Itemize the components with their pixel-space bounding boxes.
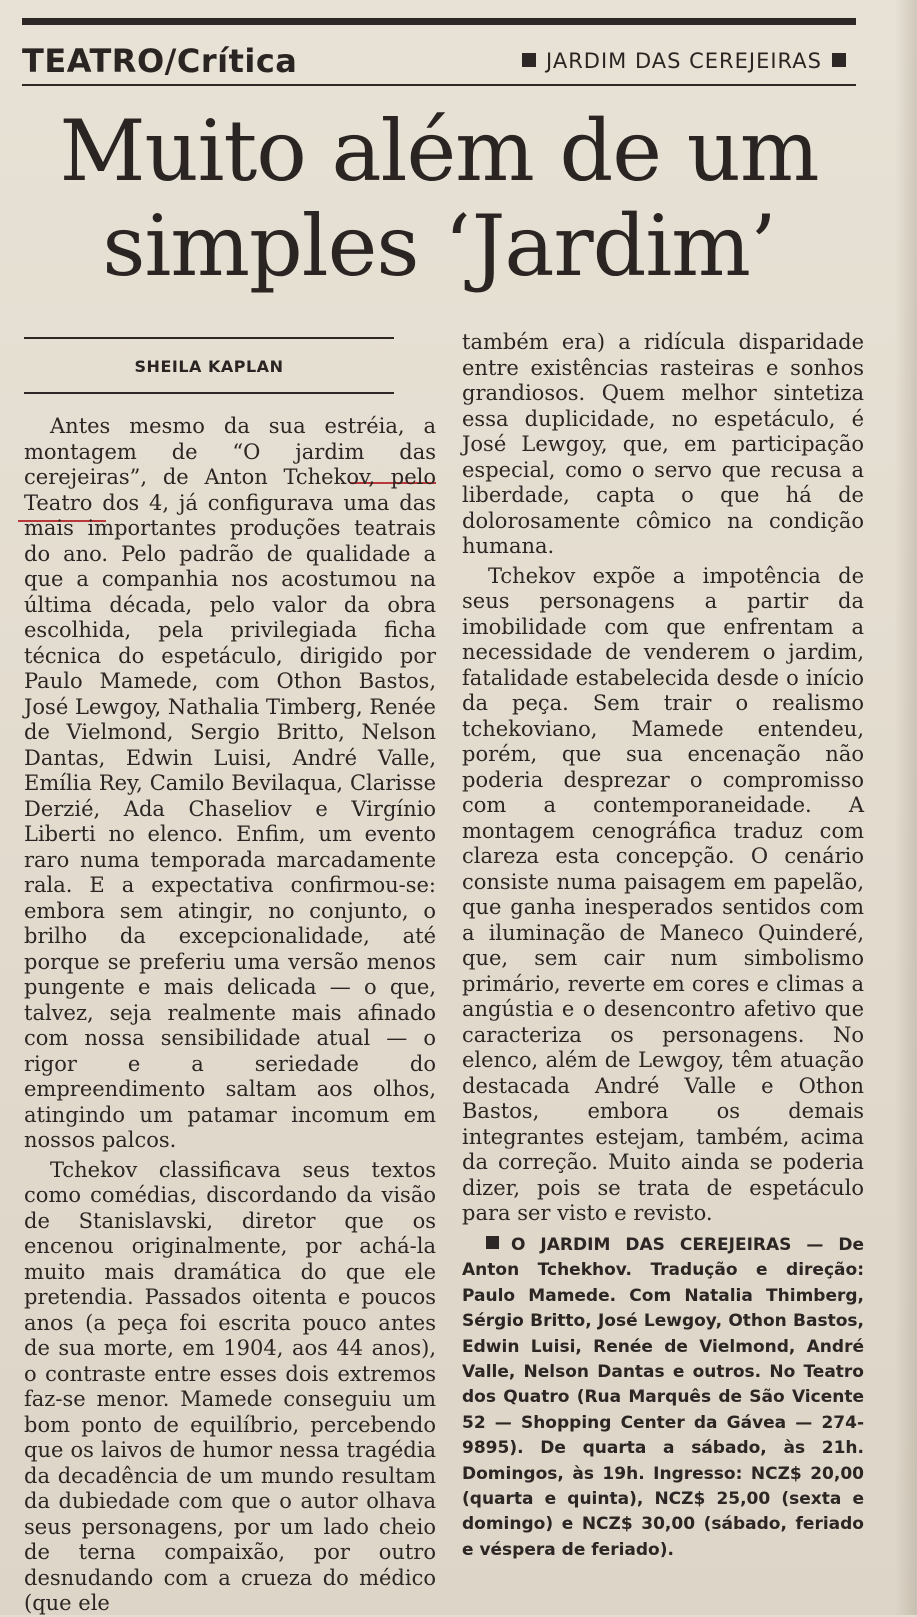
square-bullet-icon	[486, 1236, 499, 1249]
article-column-right	[462, 330, 864, 1227]
article-column-left	[24, 414, 436, 1617]
paragraph: Tchekov classificava seus textos como comédias, discordando da visão de Stanislavski, diretor que os encenou originalmente, por achá-la muito mais dramática do que ele pretendia. Passados oitenta e poucos anos (a peça foi escrita pouco antes de sua morte, em 1904, aos 44 anos), o contraste entre esses dois extremos faz-se menor. Mamede conseguiu um bom ponto de equilíbrio, percebendo que os laivos de humor nessa tragédia da decadência de um mundo resultam da dubiedade com que o autor olhava seus personagens, por um lado cheio de terna compaixão, por outro desnudando com a crueza do médico (que ele	[24, 1157, 436, 1615]
section-slug-text: JARDIM DAS CEREJEIRAS	[546, 49, 822, 73]
section-label-sub: Crítica	[176, 42, 298, 80]
paragraph: Antes mesmo da sua estréia, a montagem de “O jardim das cerejeiras”, de Anton Tchekov, pelo Teatro dos 4, já configurava uma das mais importantes produções teatrais do ano. Pelo padrão de qualidade a que a companhia nos acostumou na última década, pelo valor da obra escolhida, pela privilegiada ficha técnica do espetáculo, dirigido por Paulo Mamede, com Othon Bastos, José Lewgoy, Nathalia Timberg, Renée de Vielmond, Sergio Britto, Nelson Dantas, Edwin Luisi, André Valle, Emília Rey, Camilo Bevilaqua, Clarisse Derzié, Ada Chaseliov e Virgínio Liberti no elenco. Enfim, um evento raro numa temporada marcadamente rala. E a expectativa confirmou-se: embora sem atingir, no conjunto, o brilho da excepcionalidade, até porque se preferiu uma versão menos pungente e mais delicada — o que, talvez, seja realmente mais afinado com nossa sensibilidade atual — o rigor e a seriedade do empreendimento saltam aos olhos, atingindo um patamar incomum em nossos palcos.	[24, 414, 436, 1152]
headline-line-1: Muito além de um	[59, 102, 819, 200]
section-underline	[22, 84, 856, 86]
section-label-main: TEATRO	[22, 42, 165, 80]
byline: SHEILA KAPLAN	[134, 357, 284, 376]
production-info-text: O JARDIM DAS CEREJEIRAS — De Anton Tchekhov. Tradução e direção: Paulo Mamede. Com Natalia Thimberg, Sérgio Britto, José Lewgoy, Othon Bastos, Edwin Luisi, Renée de Vielmond, André Valle, Nelson Dantas e outros. No Teatro dos Quatro (Rua Marquês de São Vicente 52 — Shopping Center da Gávea — 274-9895). De quarta a sábado, às 21h. Domingos, às 19h. Ingresso: NCZ$ 20,00 (quarta e quinta), NCZ$ 25,00 (sexta e domingo) e NCZ$ 30,00 (sábado, feriado e véspera de feriado).	[462, 1235, 864, 1560]
section-label: TEATRO/Crítica	[22, 42, 298, 80]
section-header	[22, 40, 856, 82]
square-bullet-icon	[832, 53, 846, 67]
byline-rule-top	[24, 337, 394, 339]
production-info-box	[462, 1233, 864, 1563]
paragraph: Tchekov expõe a impotência de seus personagens a partir da imobilidade com que enfrentam a necessidade de venderem o jardim, fatalidade estabelecida desde o início da peça. Sem trair o realismo tchekoviano, Mamede entendeu, porém, que sua encenação não poderia desprezar o compromisso com a contemporaneidade. A montagem cenográfica traduz com clareza esta concepção. O cenário consiste numa paisagem em papelão, que ganha inesperados sentidos com a iluminação de Maneco Quinderé, que, sem cair num simbolismo primário, reverte em cores e climas a angústia e o desencontro afetivo que caracteriza os personagens. No elenco, além de Lewgoy, têm atuação destacada André Valle e Othon Bastos, embora os demais integrantes estejam, também, acima da correção. Muito ainda se poderia dizer, pois se trata de espetáculo para ser visto e revisto.	[462, 563, 864, 1225]
headline-line-2: simples ‘Jardim’	[102, 197, 776, 295]
top-rule	[22, 18, 856, 25]
section-slug	[512, 46, 856, 76]
square-bullet-icon	[522, 53, 536, 67]
headline	[22, 104, 856, 294]
byline-rule-bottom	[24, 392, 394, 394]
page-edge-shadow	[895, 0, 917, 1615]
paragraph: também era) a ridícula disparidade entre existências rasteiras e sonhos grandiosos. Quem melhor sintetiza essa duplicidade, no espetáculo, é José Lewgoy, que, em participação especial, como o servo que recusa a liberdade, capta o que há de dolorosamente cômico na condição humana.	[462, 330, 864, 558]
